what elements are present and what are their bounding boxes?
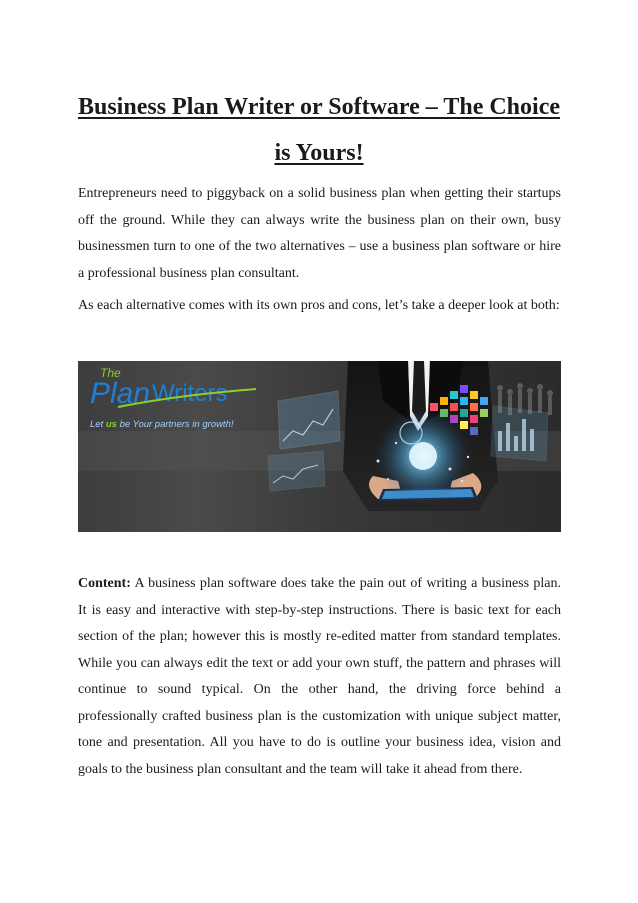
plan-writers-banner-image bbox=[78, 361, 561, 532]
logo-the-text: The bbox=[100, 366, 121, 380]
document-title: Business Plan Writer or Software – The Choice is Yours! bbox=[77, 94, 560, 166]
alternatives-paragraph: As each alternative comes with its own pros and cons, let’s take a deeper look at both: bbox=[78, 298, 560, 313]
logo-writers-text: Writers bbox=[152, 380, 228, 407]
content-heading: Content: bbox=[78, 576, 131, 591]
logo-plan-text: Plan bbox=[90, 377, 151, 410]
content-text: A business plan software does take the pain out of writing a business plan. It is easy and interactive with step-by-step instructions. There is basic text for each section of the plan; however this is mostly re-edited matter from standard templates. While you can always edit the text or add your own stuff, the pattern and phrases will continue to sound typical. On the other hand, the driving force behind a professionally crafted business plan is the customization with unique subject matter, tone and presentation. All you have to do is outline your business idea, vision and goals to the business plan consultant and the team will take it ahead from there. bbox=[78, 576, 561, 777]
logo-tagline: Let us be Your partners in growth! bbox=[90, 419, 234, 430]
intro-paragraph: Entrepreneurs need to piggyback on a solid business plan when getting their startups off the ground. While they can always write the business plan on their own, busy businessmen turn to one of the two alternatives – use a business plan software or hire a professional business plan consultant. bbox=[78, 186, 561, 281]
plan-writers-logo bbox=[90, 366, 256, 430]
content-paragraph bbox=[78, 571, 561, 783]
